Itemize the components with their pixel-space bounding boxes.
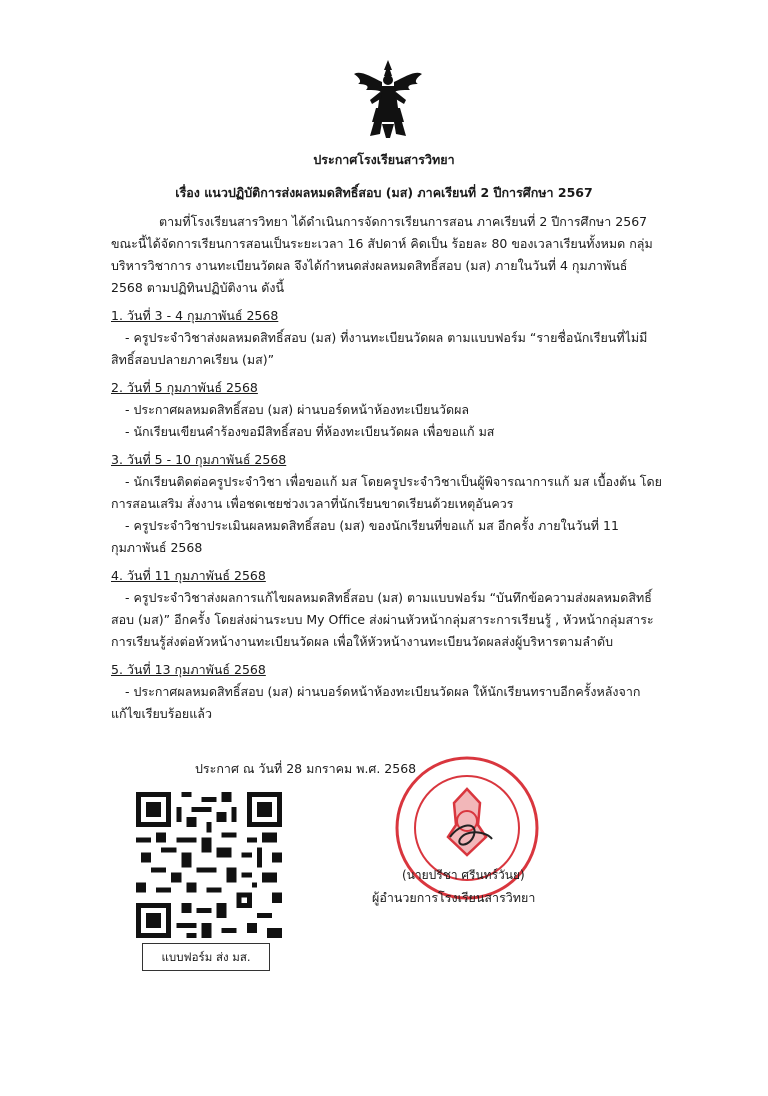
section-1-item: - ครูประจำวิชาส่งผลหมดสิทธิ์สอบ (มส) ที่งานทะเบียนวัดผล ตามแบบฟอร์ม “รายชื่อนักเรียนที่ไม่มีสิทธิ์สอบปลายภาคเรียน (มส)”: [111, 330, 648, 367]
intro-paragraph: ตามที่โรงเรียนสารวิทยา ได้ดำเนินการจัดการเรียนการสอน ภาคเรียนที่ 2 ปีการศึกษา 2567 ขณะนี้ได้จัดการเรียนการสอนเป็นระยะเวลา 16 สัปดาห์ คิดเป็น ร้อยละ 80 ของเวลาเรียนทั้งหมด กลุ่มบริหารวิชาการ งานทะเบียนวัดผล จึงได้กำหนดส่งผลหมดสิทธิ์สอบ (มส) ภายในวันที่ 4 กุมภาพันธ์ 2568 ตามปฏิทินปฏิบัติงาน ดังนี้: [111, 214, 653, 295]
qr-caption: แบบฟอร์ม ส่ง มส.: [142, 943, 270, 971]
qr-code-icon[interactable]: [136, 792, 282, 938]
section-4-heading: 4. วันที่ 11 กุมภาพันธ์ 2568: [111, 568, 266, 583]
announcement-subject: เรื่อง แนวปฏิบัติการส่งผลหมดสิทธิ์สอบ (มส) ภาคเรียนที่ 2 ปีการศึกษา 2567: [175, 185, 593, 200]
section-2-heading: 2. วันที่ 5 กุมภาพันธ์ 2568: [111, 380, 258, 395]
signer-title: ผู้อำนวยการโรงเรียนสารวิทยา: [372, 890, 536, 905]
section-2-item: - นักเรียนเขียนคำร้องขอมีสิทธิ์สอบ ที่ห้องทะเบียนวัดผล เพื่อขอแก้ มส: [125, 424, 495, 439]
section-2-item: - ประกาศผลหมดสิทธิ์สอบ (มส) ผ่านบอร์ดหน้าห้องทะเบียนวัดผล: [125, 402, 470, 417]
section-5-heading: 5. วันที่ 13 กุมภาพันธ์ 2568: [111, 662, 266, 677]
announcement-date: ประกาศ ณ วันที่ 28 มกราคม พ.ศ. 2568: [195, 761, 417, 776]
section-5-item: - ประกาศผลหมดสิทธิ์สอบ (มส) ผ่านบอร์ดหน้าห้องทะเบียนวัดผล ให้นักเรียนทราบอีกครั้งหลังจากแก้ไขเรียบร้อยแล้ว: [111, 684, 641, 721]
section-3-heading: 3. วันที่ 5 - 10 กุมภาพันธ์ 2568: [111, 452, 287, 467]
section-3-item: - ครูประจำวิชาประเมินผลหมดสิทธิ์สอบ (มส) ของนักเรียนที่ขอแก้ มส อีกครั้ง ภายในวันที่ 11 กุมภาพันธ์ 2568: [111, 518, 619, 555]
garuda-emblem-icon: [352, 58, 424, 140]
section-3-item: - นักเรียนติดต่อครูประจำวิชา เพื่อขอแก้ มส โดยครูประจำวิชาเป็นผู้พิจารณาการแก้ มส เบื้องต้น โดยการสอนเสริม สั่งงาน เพื่อชดเชยช่วงเวลาที่นักเรียนขาดเรียนด้วยเหตุอันควร: [111, 474, 662, 511]
announcement-body: [111, 211, 663, 725]
signer-name: (นายปรีชา ศรีนทร์วันย): [402, 868, 525, 882]
section-1-heading: 1. วันที่ 3 - 4 กุมภาพันธ์ 2568: [111, 308, 279, 323]
section-4-item: - ครูประจำวิชาส่งผลการแก้ไขผลหมดสิทธิ์สอบ (มส) ตามแบบฟอร์ม “บันทึกข้อความส่งผลหมดสิทธิ์สอบ (มส)” อีกครั้ง โดยส่งผ่านระบบ My Office ส่งผ่านหัวหน้ากลุ่มสาระการเรียนรู้ , หัวหน้ากลุ่มสาระการเรียนรู้ส่งต่อหัวหน้างานทะเบียนวัดผล เพื่อให้หัวหน้างานทะเบียนวัดผลส่งผู้บริหารตามลำดับ: [111, 590, 654, 649]
announcement-title: ประกาศโรงเรียนสารวิทยา: [313, 152, 455, 167]
